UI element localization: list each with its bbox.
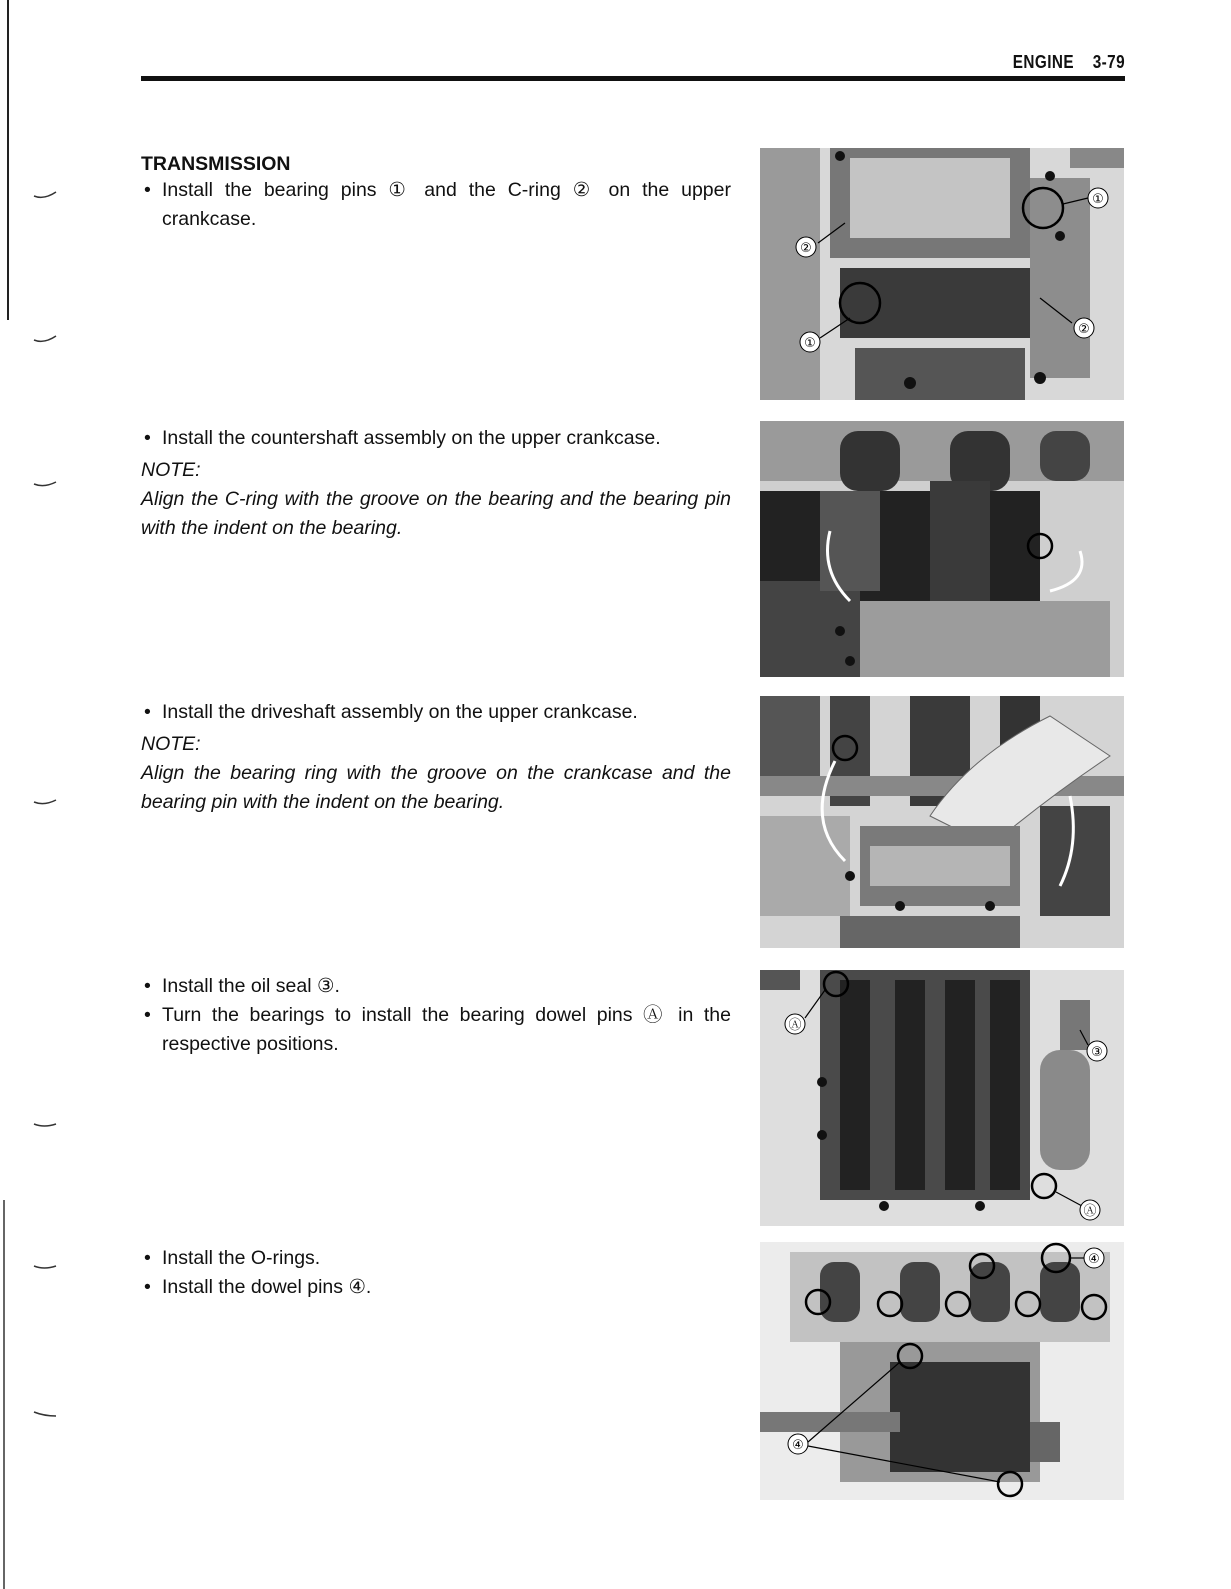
header-rule [141, 76, 1125, 81]
callout-label: Ⓐ [1083, 1204, 1097, 1219]
header-page-number: 3-79 [1092, 52, 1125, 72]
note-text: Align the bearing ring with the groove on the crankcase and the bearing pin with the indent on the bearing. [141, 762, 731, 813]
photo-driveshaft-assembly [760, 696, 1124, 948]
section-oil-seal [141, 972, 731, 1059]
photo-gear-sets [760, 970, 1124, 1226]
binding-margin [0, 0, 60, 1589]
callout-label: ④ [1088, 1252, 1100, 1267]
section-title: TRANSMISSION [141, 153, 291, 175]
gear-sets-illustration [760, 970, 1124, 1226]
instruction-bullet: • Install the oil seal ③. [141, 972, 731, 1001]
instruction-bullet: • Install the O-rings. [141, 1244, 731, 1273]
countershaft-illustration [760, 421, 1124, 677]
header-section-title: ENGINE [1012, 52, 1074, 72]
callout-label: ③ [1091, 1045, 1103, 1060]
callout-label: Ⓐ [788, 1018, 802, 1033]
instruction-bullet: • Install the driveshaft assembly on the upper crankcase. [141, 698, 731, 727]
note-label: NOTE: [141, 459, 201, 481]
callout-label: ① [1092, 192, 1104, 207]
section-bearing-pins [141, 152, 731, 234]
instruction-bullet: • Install the dowel pins ④. [141, 1273, 731, 1302]
driveshaft-illustration [760, 696, 1124, 948]
callout-label: ① [804, 336, 816, 351]
section-driveshaft [141, 698, 731, 817]
photo-orings-dowel-pins [760, 1242, 1124, 1500]
page-header [1013, 52, 1125, 73]
instruction-bullet: • Turn the bearings to install the bearing dowel pins Ⓐ in the respective positions. [141, 1001, 731, 1059]
photo-countershaft-assembly [760, 421, 1124, 677]
instruction-bullet: • Install the bearing pins ① and the C-ring ② on the upper crankcase. [141, 176, 731, 234]
section-countershaft [141, 424, 731, 543]
note-label: NOTE: [141, 733, 201, 755]
callout-label: ② [1078, 322, 1090, 337]
note-text: Align the C-ring with the groove on the bearing and the bearing pin with the indent on the bearing. [141, 488, 731, 539]
section-dowel-pins [141, 1244, 731, 1302]
instruction-bullet: • Install the countershaft assembly on the upper crankcase. [141, 424, 731, 453]
callout-label: ② [800, 241, 812, 256]
photo-upper-crankcase [760, 148, 1124, 400]
crankcase-illustration [760, 148, 1124, 400]
callout-label: ④ [792, 1438, 804, 1453]
orings-illustration [760, 1242, 1124, 1500]
